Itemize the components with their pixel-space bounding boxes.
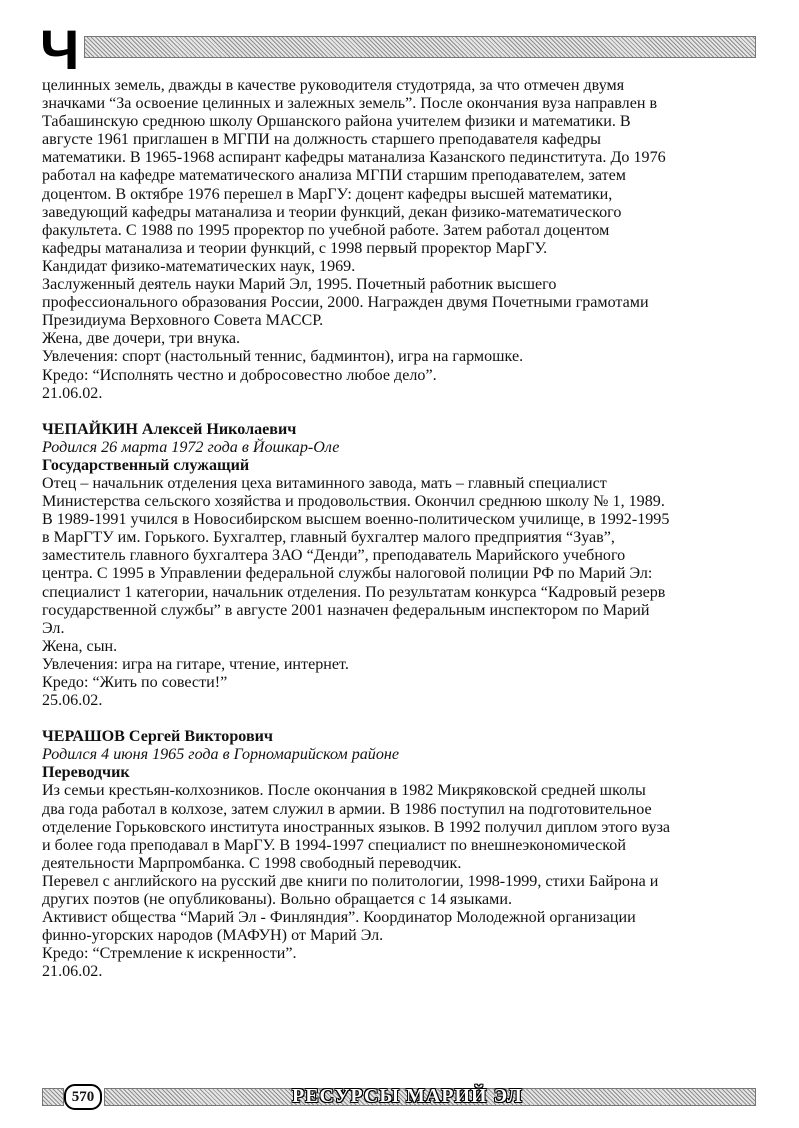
text-line: два года работал в колхозе, затем служил в армии. В 1986 поступил на подготовительное <box>42 800 652 818</box>
text-line: Кредо: “Стремление к искренности”. <box>42 945 297 963</box>
text-line: Заслуженный деятель науки Марий Эл, 1995. Почетный работник высшего <box>42 276 557 294</box>
text-line: заместитель главного бухгалтера ЗАО “Денди”, преподаватель Марийского учебного <box>42 547 626 565</box>
text-line: центра. С 1995 в Управлении федеральной службы налоговой полиции РФ по Марий Эл: <box>42 565 653 583</box>
header-hatched-bar <box>84 36 756 58</box>
page-footer <box>42 1084 754 1108</box>
entry-spacer <box>42 710 760 728</box>
text-line: целинных земель, дважды в качестве руководителя студотряда, за что отмечен двумя <box>42 77 625 94</box>
text-line: Кандидат физико-математических наук, 1969. <box>42 257 356 275</box>
page-number: 570 <box>64 1084 102 1110</box>
text-line: специалист 1 категории, начальник отделения. По результатам конкурса “Кадровый резерв <box>42 583 666 601</box>
text-line: Активист общества “Марий Эл - Финляндия”. Координатор Молодежной организации <box>42 909 636 927</box>
footer-hatched-bar-left <box>42 1088 64 1106</box>
text-line: Из семьи крестьян-колхозников. После окончания в 1982 Микряковской средней школы <box>42 782 646 800</box>
text-line: и более года преподавал в МарГУ. В 1994-1997 специалист по внешнеэкономической <box>42 836 626 854</box>
entry-spacer <box>42 403 760 421</box>
profession: Переводчик <box>42 764 130 782</box>
text-line: 21.06.02. <box>42 963 103 981</box>
birth-info: Родился 26 марта 1972 года в Йошкар-Оле <box>42 438 340 456</box>
page-content <box>42 77 760 982</box>
text-line: Эл. <box>42 619 65 637</box>
profession: Государственный служащий <box>42 456 250 474</box>
text-line: 25.06.02. <box>42 692 103 710</box>
text-line: доцентом. В октябре 1976 перешел в МарГУ: доцент кафедры высшей математики, <box>42 185 613 203</box>
entry-chepaikin <box>42 421 760 711</box>
text-line: Табашинскую среднюю школу Оршанского района учителем физики и математики. В <box>42 113 631 131</box>
text-line: профессионального образования России, 2000. Награжден двумя Почетными грамотами <box>42 294 649 312</box>
text-line: факультета. С 1988 по 1995 проректор по учебной работе. Затем работал доцентом <box>42 221 610 239</box>
text-line: Министерства сельского хозяйства и продовольствия. Окончил среднюю школу № 1, 1989. <box>42 493 665 511</box>
entry-cherashov <box>42 728 760 981</box>
text-line: финно-угорских народов (МАФУН) от Марий Эл. <box>42 927 384 945</box>
person-name: ЧЕРАШОВ Сергей Викторович <box>42 728 273 746</box>
text-line: значками “За освоение целинных и залежных земель”. После окончания вуза направлен в <box>42 95 658 113</box>
text-line: Отец – начальник отделения цеха витаминного завода, мать – главный специалист <box>42 474 607 492</box>
text-line: кафедры матанализа и теории функций, с 1998 первый проректор МарГУ. <box>42 239 548 257</box>
person-name: ЧЕПАЙКИН Алексей Николаевич <box>42 420 297 438</box>
text-line: В 1989-1991 учился в Новосибирском высшем военно-политическом училище, в 1992-1995 <box>42 511 670 529</box>
footer-title: РЕСУРСЫ МАРИЙ ЭЛ <box>292 1085 523 1107</box>
text-line: работал на кафедре математического анализа МГПИ старшим преподавателем, затем <box>42 167 626 185</box>
text-line: Жена, сын. <box>42 637 118 655</box>
text-line: Жена, две дочери, три внука. <box>42 330 241 348</box>
text-line: Увлечения: спорт (настольный теннис, бадминтон), игра на гармошке. <box>42 348 524 366</box>
text-line: деятельности Марпромбанка. С 1998 свободный переводчик. <box>42 854 462 872</box>
text-line: государственной службы” в августе 2001 назначен федеральным инспектором по Марий <box>42 601 650 619</box>
text-line: других поэтов (не опубликованы). Вольно обращается с 14 языками. <box>42 891 513 909</box>
text-line: Кредо: “Исполнять честно и добросовестно любое дело”. <box>42 366 437 384</box>
text-line: Кредо: “Жить по совести!” <box>42 674 228 691</box>
text-line: августе 1961 приглашен в МГПИ на должность старшего преподавателя кафедры <box>42 131 601 149</box>
text-line: математики. В 1965-1968 аспирант кафедры матанализа Казанского пединститута. До 1976 <box>42 149 666 167</box>
text-line: 21.06.02. <box>42 384 103 402</box>
section-letter: Ч <box>40 18 80 81</box>
text-line: заведующий кафедры матанализа и теории функций, декан физико-математического <box>42 203 622 221</box>
birth-info: Родился 4 июня 1965 года в Горномарийском районе <box>42 746 400 764</box>
text-line: Президиума Верховного Совета МАССР. <box>42 312 324 330</box>
text-line: Увлечения: игра на гитаре, чтение, интернет. <box>42 655 349 673</box>
text-line: Перевел с английского на русский две книги по политологии, 1998-1999, стихи Байрона и <box>42 872 659 890</box>
intro-paragraph <box>42 77 760 403</box>
text-line: отделение Горьковского института иностранных языков. В 1992 получил диплом этого вуза <box>42 818 671 836</box>
text-line: в МарГТУ им. Горького. Бухгалтер, главный бухгалтер малого предприятия “Зуав”, <box>42 529 615 547</box>
